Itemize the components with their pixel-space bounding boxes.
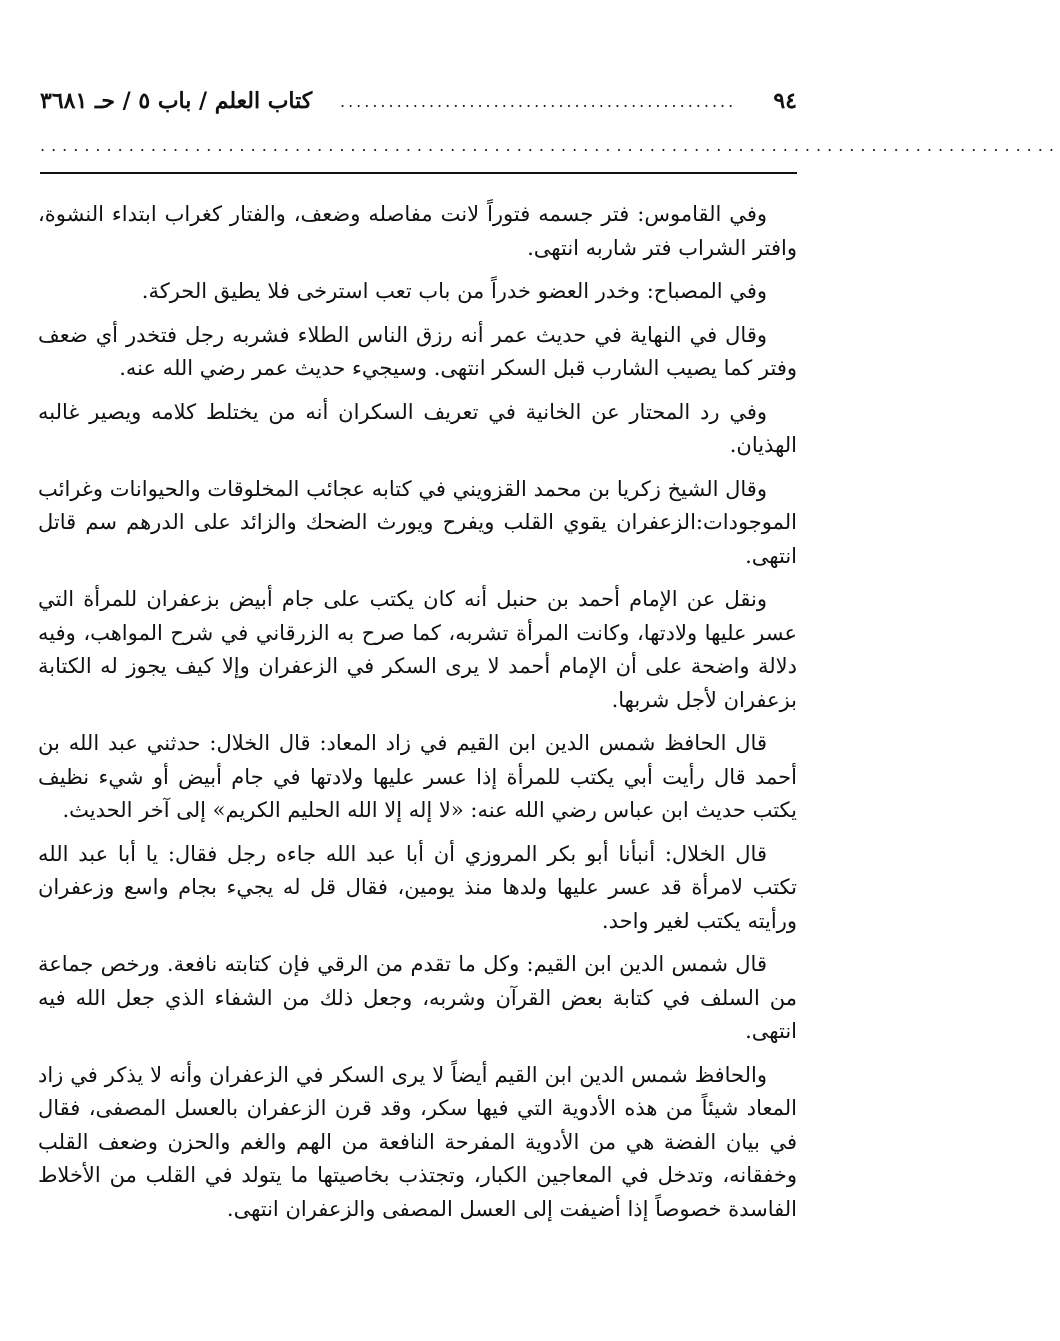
paragraph: وقال في النهاية في حديث عمر أنه رزق الناس الطلاء فشربه رجل فتخدر أي ضعف وفتر كما يصيب الشارب قبل السكر انتهى. وسيجيء حديث عمر رضي الله عنه. [38, 322, 797, 380]
header-dotted-line: ............................................................................................ [40, 136, 1060, 155]
header-rule [40, 172, 797, 174]
page-number: ٩٤ [773, 88, 797, 114]
paragraph: وفي رد المحتار عن الخانية في تعريف السكران أنه من يختلط كلامه ويصير غالبه الهذيان. [38, 399, 797, 457]
paragraph: قال الحافظ شمس الدين ابن القيم في زاد المعاد: قال الخلال: حدثني عبد الله بن أحمد قال رأيت أبي يكتب للمرأة إذا عسر عليها ولادتها في جام أبيض أو شيء نظيف يكتب حديث ابن عباس رضي الله عنه: «لا إله إلا الله الحليم الكريم» إلى آخر الحديث. [38, 731, 797, 822]
paragraph: والحافظ شمس الدين ابن القيم أيضاً لا يرى السكر في الزعفران وأنه لا يذكر في زاد المعاد شيئاً من هذه الأدوية التي فيها سكر، وقد قرن الزعفران بالعسل المصفى، فقال في بيان الفضة هي من الأدوية المفرحة النافعة من الهم والغم والحزن وضعف القلب وخفقانه، وتدخل في المعاجين الكبار، وتجتذب بخاصيتها ما يتولد في القلب من الأخلاط الفاسدة خصوصاً إذا أضيفت إلى العسل المصفى والزعفران انتهى. [38, 1062, 797, 1221]
paragraph: وقال الشيخ زكريا بن محمد القزويني في كتابه عجائب المخلوقات والحيوانات وغرائب الموجودات:الزعفران يقوي القلب ويفرح ويورث الضحك والزائد على الدرهم سم قاتل انتهى. [38, 476, 797, 568]
running-header [40, 88, 797, 124]
paragraph: ونقل عن الإمام أحمد بن حنبل أنه كان يكتب على جام أبيض بزعفران للمرأة التي عسر عليها ولادتها، وكانت المرأة تشربه، كما صرح به الزرقاني في شرح المواهب، وفيه دلالة واضحة على أن الإمام أحمد لا يرى السكر في الزعفران وإلا كيف يجوز له الكتابة بزعفران لأجل شربها. [38, 587, 797, 712]
header-title: كتاب العلم / باب ٥ / حـ ٣٦٨١ [40, 88, 313, 114]
header-leader-dots: ................................................. [340, 92, 737, 111]
page-body [38, 198, 797, 1236]
paragraph: قال الخلال: أنبأنا أبو بكر المروزي أن أبا عبد الله جاءه رجل فقال: يا أبا عبد الله تكتب لامرأة قد عسر عليها ولدها منذ يومين، فقال قل له يجيء بجام واسع وزعفران ورأيته يكتب لغير واحد. [38, 841, 797, 933]
paragraph: قال شمس الدين ابن القيم: وكل ما تقدم من الرقي فإن كتابته نافعة. ورخص جماعة من السلف في كتابة بعض القرآن وشربه، وجعل ذلك من الشفاء الذي جعل الله فيه انتهى. [38, 952, 797, 1043]
paragraph: وفي المصباح: وخدر العضو خدراً من باب تعب استرخى فلا يطيق الحركة. [141, 279, 767, 303]
paragraph: وفي القاموس: فتر جسمه فتوراً لانت مفاصله وضعف، والفتار كغراب ابتداء النشوة، وافتر الشراب فتر شاربه انتهى. [38, 202, 797, 260]
